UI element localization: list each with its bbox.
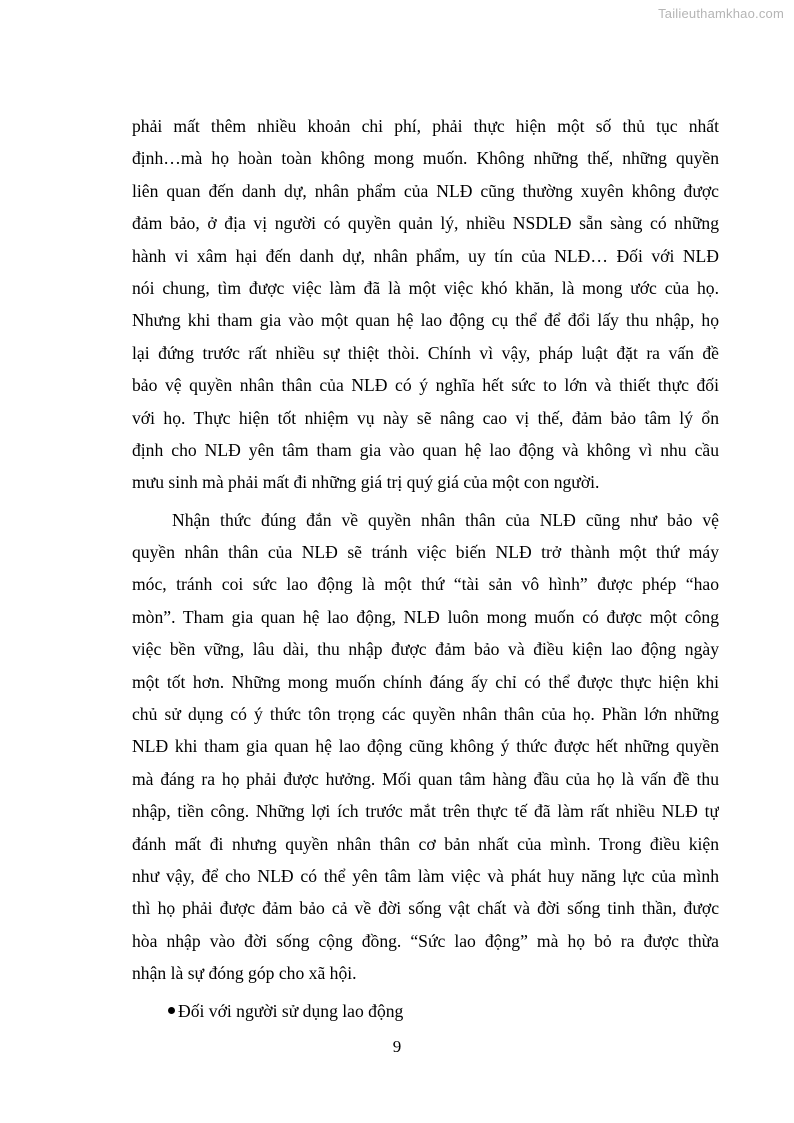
text-line: NLĐ khi tham gia quan hệ lao động cũng không ý thức được hết những quyền: [132, 736, 719, 757]
text-line: liên quan đến danh dự, nhân phẩm của NLĐ cũng thường xuyên không được: [132, 180, 719, 201]
text-line: việc bền vững, lâu dài, thu nhập được đảm bảo và điều kiện lao động ngày: [132, 639, 719, 660]
document-body: [132, 110, 719, 1027]
text-line: định cho NLĐ yên tâm tham gia vào quan hệ lao động và không vì nhu cầu: [132, 439, 719, 460]
text-line: đảm bảo, ở địa vị người có quyền quản lý, nhiều NSDLĐ sẵn sàng có những: [132, 213, 719, 234]
text-line: hòa nhập vào đời sống cộng đồng. “Sức lao động” mà họ bỏ ra được thừa: [132, 930, 719, 951]
text-line: mưu sinh mà phải mất đi những giá trị quý giá của một con người.: [132, 472, 600, 493]
text-line: Nhận thức đúng đắn về quyền nhân thân của NLĐ cũng như bảo vệ: [172, 509, 719, 530]
text-line: phải mất thêm nhiều khoản chi phí, phải thực hiện một số thủ tục nhất: [132, 116, 719, 136]
text-line: mà đáng ra họ phải được hưởng. Mối quan tâm hàng đầu của họ là vấn đề thu: [132, 768, 719, 789]
text-line: nói chung, tìm được việc làm đã là một việc khó khăn, là mong ước của họ.: [132, 277, 719, 298]
text-line: chủ sử dụng có ý thức tôn trọng các quyền nhân thân của họ. Phần lớn những: [132, 704, 719, 725]
text-line: bảo vệ quyền nhân thân của NLĐ có ý nghĩa hết sức to lớn và thiết thực đối: [132, 375, 719, 396]
text-line: một tốt hơn. Những mong muốn chính đáng ấy chỉ có thể được thực hiện khi: [132, 671, 719, 692]
text-line: định…mà họ hoàn toàn không mong muốn. Không những thế, những quyền: [132, 148, 719, 169]
text-line: hành vi xâm hại đến danh dự, nhân phẩm, uy tín của NLĐ… Đối với NLĐ: [132, 245, 719, 266]
text-line: như vậy, để cho NLĐ có thể yên tâm làm việc và phát huy năng lực của mình: [132, 865, 719, 886]
text-line: thì họ phải được đảm bảo cả về đời sống vật chất và đời sống tinh thần, được: [132, 898, 719, 919]
text-line: đánh mất đi nhưng quyền nhân thân cơ bản nhất của mình. Trong điều kiện: [132, 833, 719, 854]
watermark: Tailieuthamkhao.com: [658, 6, 784, 21]
bullet-item: [132, 995, 719, 1027]
text-line: lại đứng trước rất nhiều sự thiệt thòi. Chính vì vậy, pháp luật đặt ra vấn đề: [132, 342, 719, 363]
text-line: nhận là sự đóng góp cho xã hội.: [132, 963, 357, 984]
paragraph-1: [132, 110, 719, 499]
text-line: mòn”. Tham gia quan hệ lao động, NLĐ luôn mong muốn có được một công: [132, 606, 719, 627]
text-line: với họ. Thực hiện tốt nhiệm vụ này sẽ nâng cao vị thế, đảm bảo tâm lý ổn: [132, 407, 719, 428]
bullet-item-text: Đối với người sử dụng lao động: [178, 1000, 404, 1021]
paragraph-2: [132, 504, 719, 990]
text-line: Nhưng khi tham gia vào một quan hệ lao động cụ thể để đổi lấy thu nhập, họ: [132, 310, 719, 331]
text-line: quyền nhân thân của NLĐ sẽ tránh việc biến NLĐ trở thành một thứ máy: [132, 542, 719, 563]
bullet-icon: [168, 1007, 175, 1014]
page-number: 9: [392, 1037, 402, 1056]
text-line: móc, tránh coi sức lao động là một thứ “tài sản vô hình” được phép “hao: [132, 574, 719, 595]
text-line: nhập, tiền công. Những lợi ích trước mắt trên thực tế đã làm rất nhiều NLĐ tự: [132, 801, 719, 822]
